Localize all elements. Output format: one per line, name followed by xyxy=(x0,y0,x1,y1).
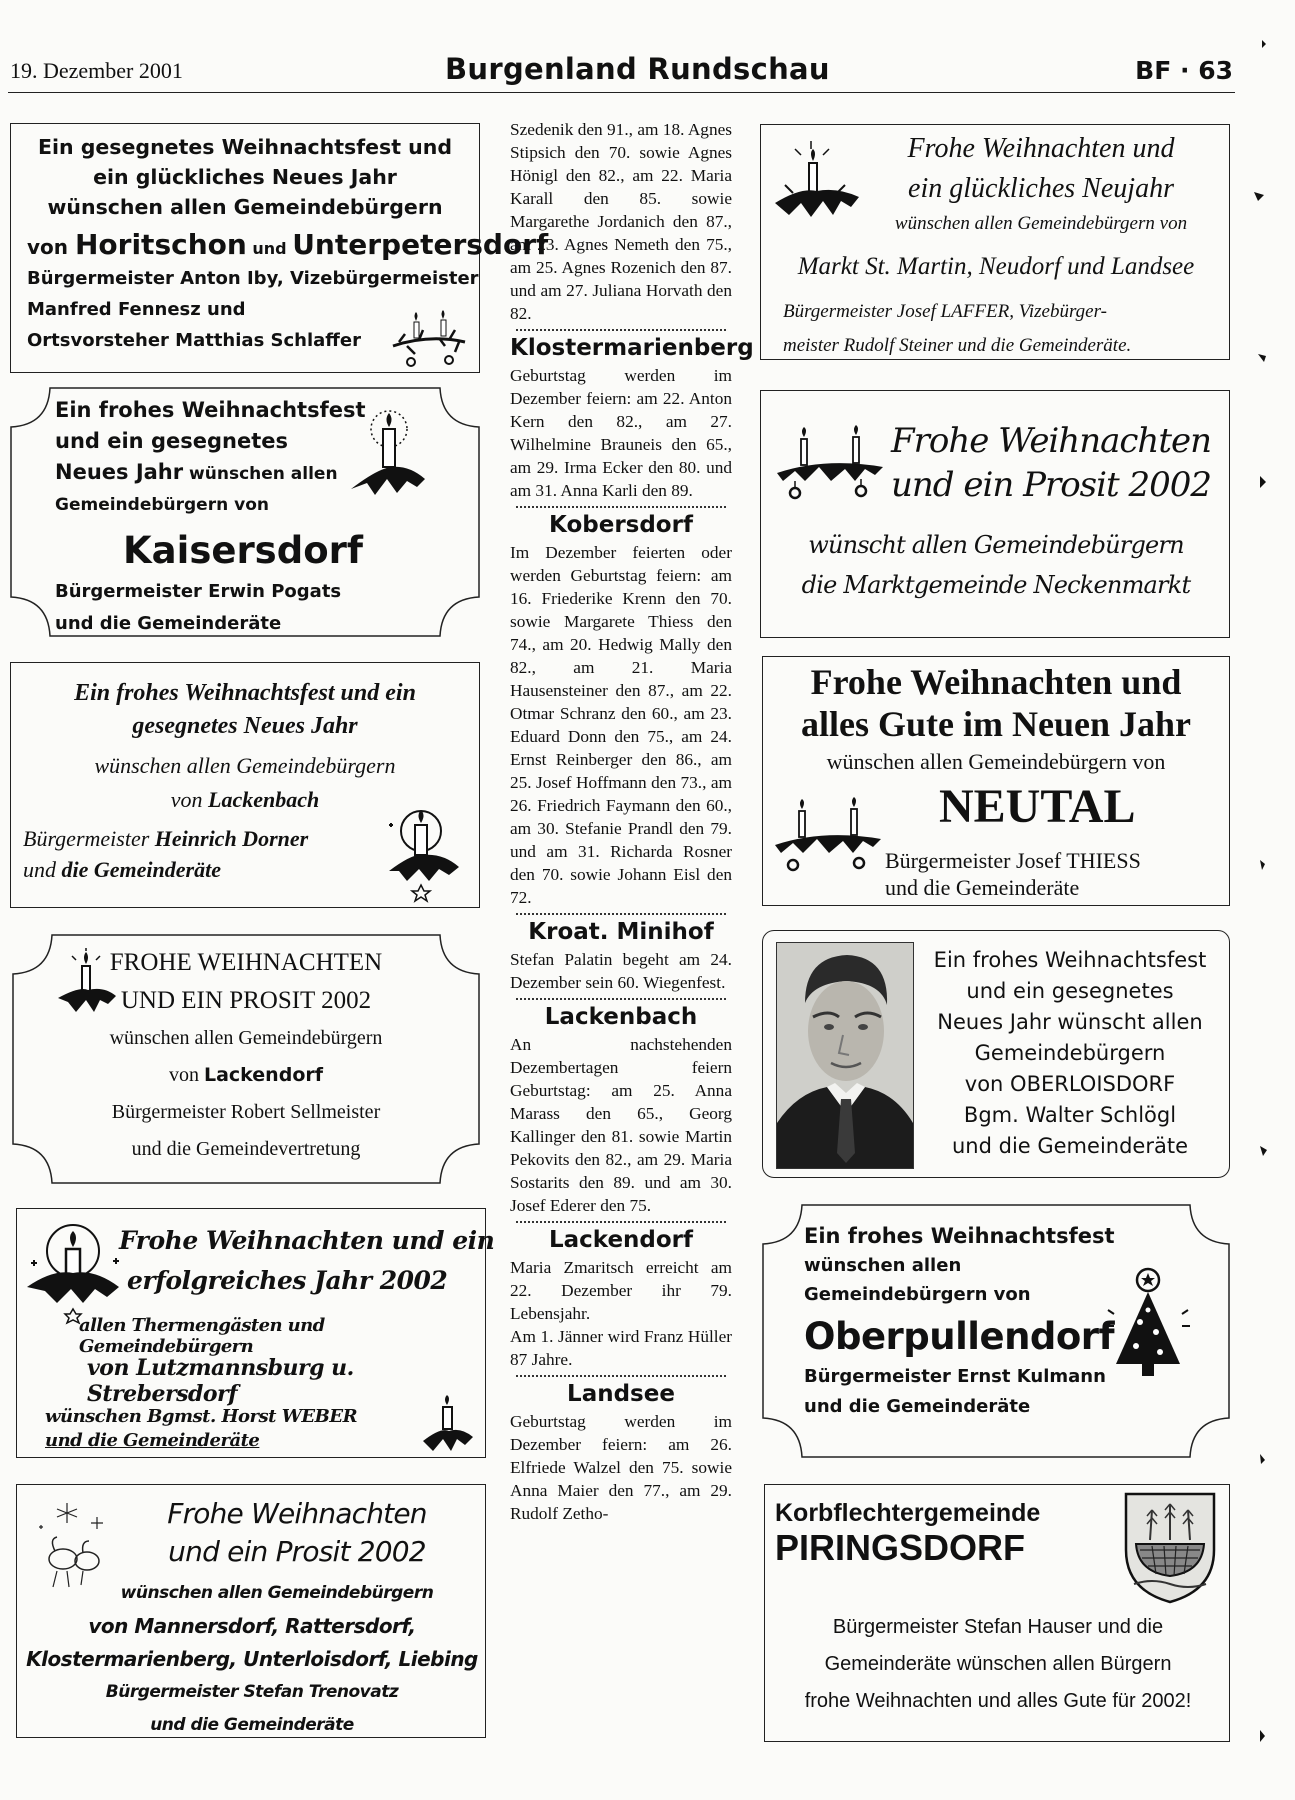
ad-line: Bürgermeister Stefan Hauser und die xyxy=(832,1616,1164,1638)
ad-line: wünschen allen xyxy=(804,1255,962,1276)
ad-lackendorf xyxy=(12,944,480,1180)
ad-line: Ortsvorsteher Matthias Schlaffer xyxy=(27,330,361,351)
ad-line: Gemeindebürgern von xyxy=(804,1284,1031,1305)
ad-line: Bürgermeister Anton Iby, Vizebürgermeister xyxy=(27,268,479,289)
section-heading: Lackendorf xyxy=(548,1227,694,1253)
ad-lackenbach xyxy=(10,662,480,908)
ad-line: und die Gemeinderäte xyxy=(951,1134,1188,1158)
ad-line: Klostermarienberg, Unterloisdorf, Liebing xyxy=(26,1647,478,1671)
column-paragraph: Am 1. Jänner wird Franz Hüller 87 Jahre. xyxy=(510,1327,732,1369)
ad-line: Frohe Weihnachten xyxy=(167,1497,427,1530)
ad-text: von xyxy=(168,1064,204,1086)
ad-line: und ein gesegnetes xyxy=(966,979,1174,1003)
ad-text: die Gemeinderäte xyxy=(61,857,221,882)
section-heading: Kroat. Minihof xyxy=(528,919,714,945)
ad-text: Neues Jahr xyxy=(55,460,184,484)
column-paragraph: Maria Zmaritsch erreicht am 22. Dezember ihr 79. Lebensjahr. xyxy=(510,1258,732,1323)
column-paragraph: Szedenik den 91., am 18. Agnes Stipsich den 70. sowie Agnes Hönigl den 82., am 22. Maria Karall den 85. sowie Margarethe Jordanich den 87., am 23. Agnes Nemeth den 75., am 25. Agnes Rozenich den 87. und am 27. Juliana Horvath den 82. xyxy=(510,120,732,323)
ad-line: wünschen allen Gemeindebürgern xyxy=(120,1583,434,1603)
ad-line: Bürgermeister Stefan Trenovatz xyxy=(105,1682,399,1702)
column-paragraph: Im Dezember feierten oder werden Geburtstag feiern: am 16. Friederike Krenn den 70. sowie Margarete Thiess den 74., am 20. Hedwig Mally den 82., am 21. Maria Hausensteiner den 87., am 22. Otmar Schranz den 60., am 23. Eduard Donn den 75., am 24. Ernst Reinberger den 86., am 25. Josef Hoffmann den 73., am 26. Friedrich Faymann den 60., am 30. Stefanie Prandl den 79. und am 31. Richarda Rosner den 70. sowie Johann Eisl den 72. xyxy=(510,543,732,907)
candle-branch-icon xyxy=(775,427,885,507)
ad-line: und die Gemeinderäte xyxy=(55,613,282,634)
mayor-photo xyxy=(776,942,914,1169)
ad-line: Korbflechtergemeinde xyxy=(775,1499,1041,1527)
scan-marks xyxy=(1248,30,1278,1770)
ad-text: Bürgermeister xyxy=(23,826,155,851)
ad-line: Frohe Weihnachten und xyxy=(907,133,1175,164)
ad-line: ein glückliches Neues Jahr xyxy=(93,165,397,189)
ad-line: von Lutzmannsburg u. Strebersdorf xyxy=(87,1355,354,1407)
ad-line: und ein Prosit 2002 xyxy=(168,1535,426,1568)
mayor-name: Heinrich Dorner xyxy=(154,826,309,851)
town-name: PIRINGSDORF xyxy=(775,1527,1026,1568)
ad-line: die Marktgemeinde Neckenmarkt xyxy=(801,571,1191,599)
ad-text: und xyxy=(23,857,62,882)
ad-text: von xyxy=(27,235,75,259)
ad-line: wünschen allen Gemeindebürgern xyxy=(109,1027,383,1049)
ad-line: meister Rudolf Steiner und die Gemeinderäte. xyxy=(783,335,1132,356)
ad-line: Gemeinderäte wünschen allen Bürgern xyxy=(824,1653,1172,1675)
mayor-name: Horst WEBER xyxy=(221,1406,358,1427)
coat-of-arms-icon xyxy=(1122,1490,1218,1606)
ad-line: frohe Weihnachten und alles Gute für 2002! xyxy=(804,1690,1192,1712)
candle-branch-icon xyxy=(389,312,469,368)
ad-line: und die Gemeinderäte xyxy=(804,1396,1031,1417)
candle-icon xyxy=(383,803,463,899)
ad-neckenmarkt xyxy=(760,390,1230,638)
ad-line: UND EIN PROSIT 2002 xyxy=(120,987,372,1014)
ad-text: wünschen allen xyxy=(183,464,338,484)
ad-line: Bürgermeister Josef LAFFER, Vizebürger- xyxy=(783,301,1107,322)
page-number: BF · 63 xyxy=(1135,56,1233,85)
dotted-divider xyxy=(516,1375,726,1377)
column-paragraph: Stefan Palatin begeht am 24. Dezember sein 60. Wiegenfest. xyxy=(510,950,732,992)
ad-lutzmannsburg xyxy=(16,1208,495,1458)
ad-line: und die Gemeinderäte xyxy=(885,875,1080,900)
ad-line: Gemeindebürgern von xyxy=(55,495,269,515)
ad-line: Ein frohes Weihnachtsfest xyxy=(55,398,366,422)
ad-line: Ein frohes Weihnachtsfest xyxy=(804,1224,1115,1248)
candle-icon xyxy=(421,1395,475,1453)
ad-line: Ein gesegnetes Weihnachtsfest und xyxy=(37,135,453,159)
ad-line: und ein Prosit 2002 xyxy=(891,465,1211,505)
rabbit-stars-icon xyxy=(27,1497,117,1597)
ad-line: allen Thermengästen und Gemeindebürgern xyxy=(79,1315,325,1357)
town-name: Horitschon xyxy=(74,228,247,261)
dotted-divider xyxy=(516,506,726,508)
ad-line: alles Gute im Neuen Jahr xyxy=(801,704,1191,744)
issue-date: 19. Dezember 2001 xyxy=(10,58,183,83)
town-name: Oberpullendorf xyxy=(804,1315,1115,1358)
ad-line: FROHE WEIHNACHTEN xyxy=(109,949,383,976)
candle-icon xyxy=(347,407,427,499)
birthday-column xyxy=(510,118,754,1525)
ad-line: und die Gemeinderäte xyxy=(150,1715,354,1735)
ad-line: Neues Jahr wünscht allen xyxy=(937,1010,1203,1034)
ad-line: und die Gemeinderäte xyxy=(45,1430,260,1451)
ad-line: von OBERLOISDORF xyxy=(964,1072,1176,1096)
ad-kaisersdorf xyxy=(55,395,475,635)
column-paragraph: An nachstehenden Dezembertagen feiern Geburtstag: am 25. Anna Marass den 65., Georg Kallinger den 81. sowie Martin Pekovits den 82., am 29. Maria Sostarits den 89. und am 30. Josef Ederer den 75. xyxy=(510,1035,732,1215)
ad-line: gesegnetes Neues Jahr xyxy=(132,713,358,739)
section-heading: Kobersdorf xyxy=(549,512,693,538)
ad-text: wünschen Bgmst. xyxy=(45,1406,222,1427)
ad-text: von xyxy=(170,787,209,812)
ad-line: wünschen allen Gemeindebürgern xyxy=(47,195,443,219)
ad-line: Ein frohes Weihnachtsfest xyxy=(933,948,1207,972)
ad-line: erfolgreiches Jahr 2002 xyxy=(127,1266,448,1295)
ad-line: wünschen allen Gemeindebürgern von xyxy=(826,749,1166,774)
section-heading: Landsee xyxy=(567,1381,675,1407)
section-heading: Klostermarienberg xyxy=(510,335,754,361)
ad-line: Bürgermeister Robert Sellmeister xyxy=(111,1101,381,1123)
ad-mannersdorf xyxy=(16,1484,486,1738)
ad-line: wünschen allen Gemeindebürgern xyxy=(94,753,396,778)
ad-line: Bürgermeister Josef THIESS xyxy=(885,848,1141,873)
candle-icon xyxy=(54,946,120,1016)
ad-line: Frohe Weihnachten und ein xyxy=(119,1226,495,1255)
christmas-tree-icon xyxy=(1102,1266,1194,1382)
town-name: Kaisersdorf xyxy=(123,529,363,572)
ad-line: Gemeindebürgern xyxy=(974,1041,1166,1065)
ad-line: und ein gesegnetes xyxy=(55,429,288,453)
ad-line: ein glückliches Neujahr xyxy=(908,173,1174,204)
ad-line: von Mannersdorf, Rattersdorf, xyxy=(88,1614,416,1638)
ad-line: Bürgermeister Erwin Pogats xyxy=(55,581,342,602)
ad-line: Markt St. Martin, Neudorf und Landsee xyxy=(797,253,1195,280)
newspaper-title: Burgenland Rundschau xyxy=(445,52,830,86)
ad-stmartin xyxy=(760,124,1230,360)
dotted-divider xyxy=(516,998,726,1000)
town-name: Unterpetersdorf xyxy=(292,228,549,261)
ad-line: wünschen allen Gemeindebürgern von xyxy=(894,213,1188,234)
dotted-divider xyxy=(516,913,726,915)
town-name: Lackenbach xyxy=(208,787,320,812)
section-heading: Lackenbach xyxy=(544,1004,698,1030)
column-paragraph: Geburtstag werden im Dezember feiern: am 22. Anton Kern den 82., am 27. Wilhelmine Brauneis den 65., am 29. Irma Ecker den 80. und am 31. Anna Karli den 89. xyxy=(510,366,732,500)
ad-horitschon xyxy=(10,123,549,373)
ad-line: Manfred Fennesz und xyxy=(27,299,246,320)
ad-oberpullendorf xyxy=(804,1222,1224,1452)
ad-text: und xyxy=(246,239,293,258)
ad-line: Frohe Weihnachten und xyxy=(810,662,1182,702)
candle-branch-icon xyxy=(771,137,861,237)
candle-wreath-icon xyxy=(23,1217,123,1327)
town-name: Lackendorf xyxy=(203,1064,324,1086)
town-name: NEUTAL xyxy=(939,780,1136,833)
dotted-divider xyxy=(516,1221,726,1223)
ad-line: und die Gemeindevertretung xyxy=(131,1138,361,1160)
header-rule xyxy=(8,92,1235,93)
column-paragraph: Geburtstag werden im Dezember feiern: am 26. Elfriede Walzel den 75. sowie Anna Maier den 77., am 29. Rudolf Zetho- xyxy=(510,1412,732,1523)
dotted-divider xyxy=(516,329,726,331)
ad-line: Bgm. Walter Schlögl xyxy=(963,1103,1177,1127)
candle-branch-icon xyxy=(773,799,883,879)
ad-line: Frohe Weihnachten xyxy=(891,421,1211,461)
ad-line: Bürgermeister Ernst Kulmann xyxy=(804,1366,1106,1387)
ad-neutal xyxy=(762,656,1230,906)
ad-line: Ein frohes Weihnachtsfest und ein xyxy=(74,680,416,706)
ad-line: wünscht allen Gemeindebürgern xyxy=(808,531,1184,559)
